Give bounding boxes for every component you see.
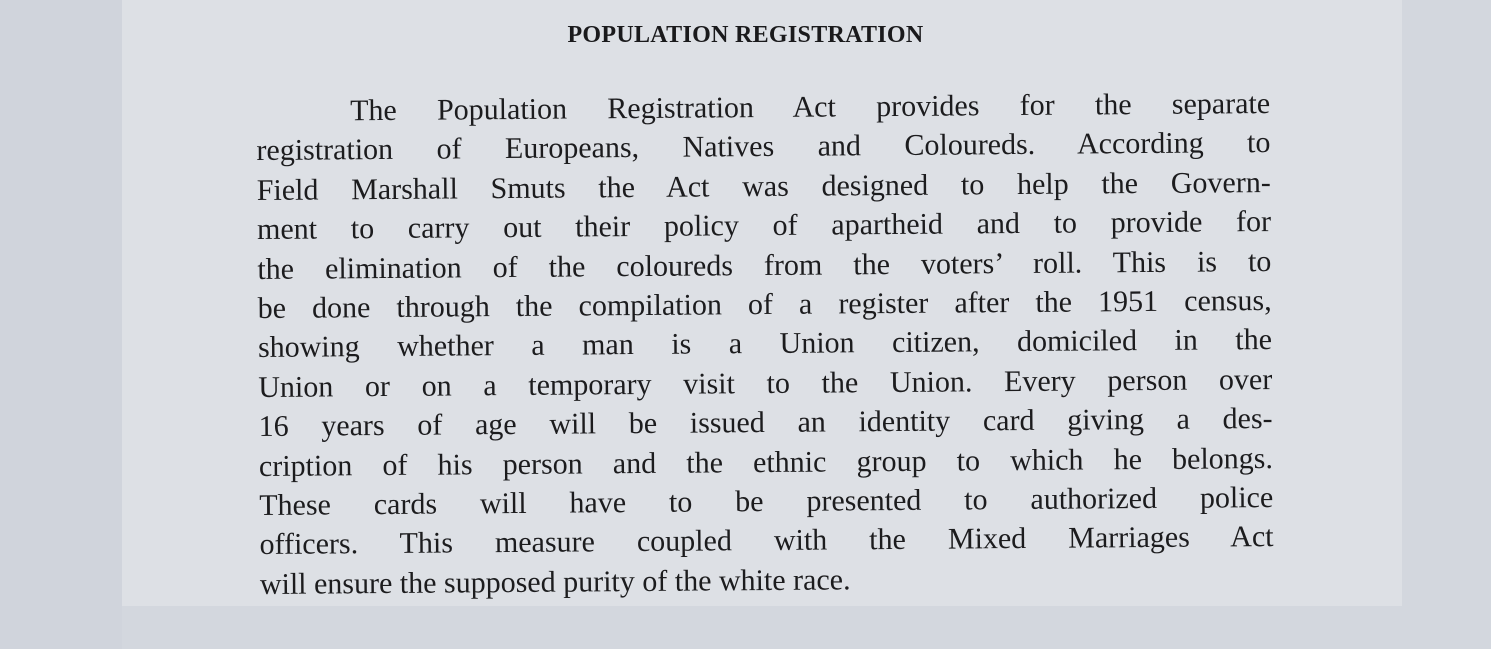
text-line: ment to carry out their policy of apartheid and to provide for: [256, 205, 1272, 247]
paragraph: [256, 84, 1274, 604]
text-line: 16 years of age will be issued an identity card giving a des-: [258, 402, 1273, 444]
text-line: The Population Registration Act provides for the separate: [350, 87, 1271, 128]
text-line: be done through the compilation of a register after the 1951 census,: [257, 283, 1272, 325]
text-line: showing whether a man is a Union citizen, domiciled in the: [257, 323, 1273, 365]
text-line: officers. This measure coupled with the Mixed Marriages Act: [259, 520, 1274, 562]
text-line: cription of his person and the ethnic group to which he belongs.: [258, 441, 1274, 483]
text-line: registration of Europeans, Natives and Coloureds. According to: [256, 126, 1271, 168]
text-line: These cards will have to be presented to authorized police: [259, 480, 1274, 522]
text-line: the elimination of the coloureds from the voters’ roll. This is to: [257, 244, 1272, 286]
text-line: Union or on a temporary visit to the Union. Every person over: [258, 362, 1273, 404]
section-heading: POPULATION REGISTRATION: [567, 22, 924, 48]
text-line: Field Marshall Smuts the Act was designed to help the Govern-: [256, 165, 1271, 207]
page-edge: [0, 0, 122, 649]
text-line: will ensure the supposed purity of the white race.: [259, 563, 851, 601]
